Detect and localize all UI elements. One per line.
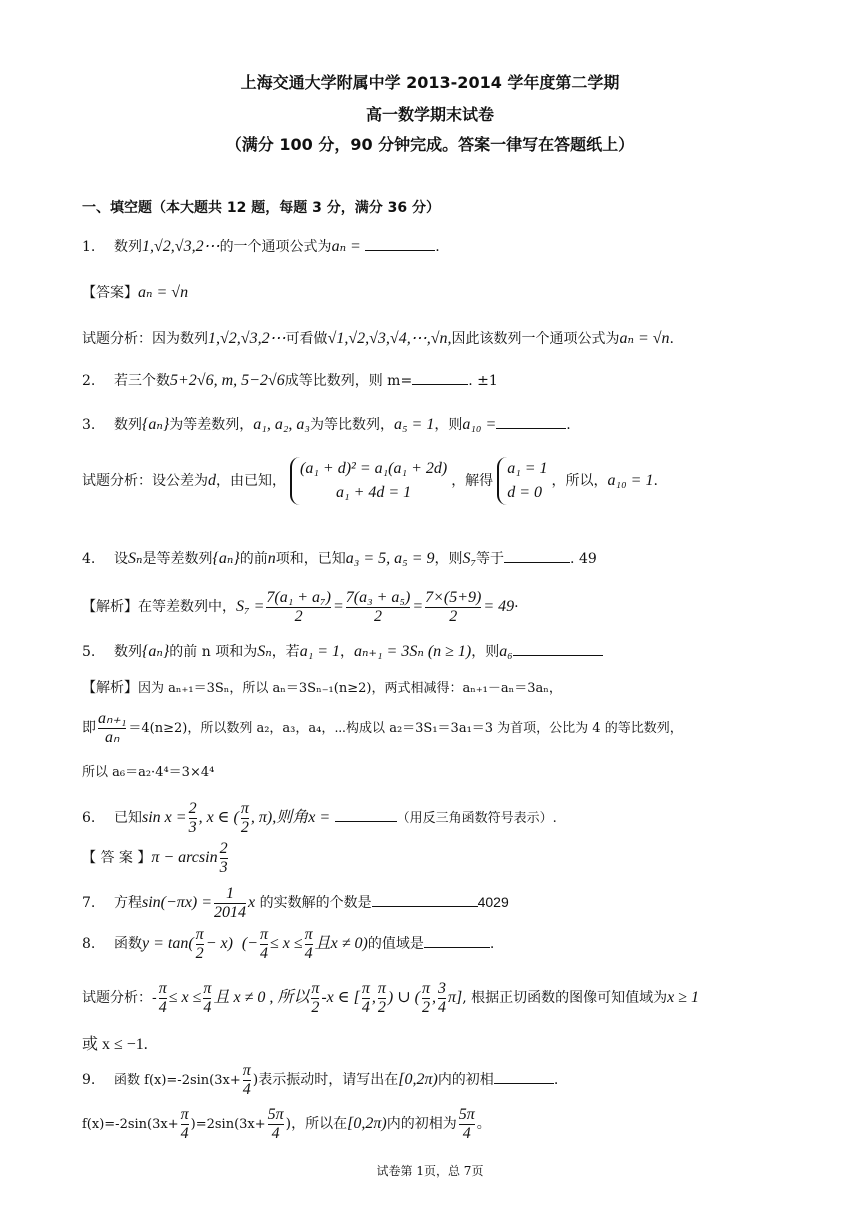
text: f(x)=-2sin(3x+ [82, 1117, 179, 1132]
fraction: $\frac{\pi}{4}$ [158, 979, 167, 1016]
math: a₁, a₂, a₃ [253, 416, 310, 433]
text: 数列 [114, 644, 142, 660]
text: 若三个数 [114, 373, 170, 389]
math: a₅ = 1 [393, 416, 435, 433]
fraction: $\frac{\pi}{4}$ [304, 925, 313, 962]
math: sin(−πx) = [142, 894, 213, 911]
analysis-8-line2 [82, 1034, 820, 1056]
math: {aₙ} [212, 550, 240, 567]
text: )表示振动时，请写出在 [252, 1072, 399, 1088]
exam-title: 上海交通大学附属中学 2013-2014 学年度第二学期 [240, 73, 620, 92]
equation-system [290, 457, 447, 505]
text: . [669, 331, 674, 347]
analysis-label: 【解析】 [82, 680, 138, 696]
question-number: 8. [82, 936, 96, 952]
fraction: $\frac{5\pi}{4}$ [267, 1105, 284, 1142]
math: = [412, 598, 424, 615]
math: , [371, 989, 376, 1006]
answer-blank [372, 892, 478, 907]
text: . [468, 373, 473, 389]
question-3 [82, 414, 820, 436]
question-number: 5. [82, 644, 96, 660]
math: -x ∈ [ [321, 989, 360, 1006]
text: 已知 [114, 810, 142, 826]
text: 数列 [114, 239, 142, 255]
exam-instructions: （满分 100 分，90 分钟完成。答案一律写在答题纸上） [225, 135, 635, 154]
math: − x) [205, 935, 233, 952]
fraction: $\frac{\pi}{4}$ [180, 1105, 189, 1142]
section-heading: 一、填空题（本大题共 12 题，每题 3 分，满分 36 分） [82, 200, 440, 216]
math: d [208, 472, 216, 489]
text: 试题分析：因为数列 [82, 331, 208, 347]
equation: a₁ + 4d = 1 [336, 484, 412, 501]
math: 且 x ≠ 0 , 所以 [213, 989, 310, 1006]
text: · [514, 599, 519, 615]
text: 内的初相 [437, 1072, 494, 1088]
math: a₁₀ = [462, 416, 497, 433]
text: 试题分析：设公差为 [82, 473, 208, 489]
equation: d = 0 [507, 484, 542, 501]
text: . [553, 1072, 559, 1088]
fraction: $\frac{1}{2014}$ [214, 884, 247, 921]
text: 可看做 [285, 331, 328, 347]
text: 的实数解的个数是 [259, 895, 372, 911]
text: . [489, 936, 495, 952]
text: 的值域是 [367, 936, 424, 952]
math: π] [447, 989, 463, 1006]
question-4 [82, 548, 820, 570]
math: y = tan( [142, 935, 194, 952]
text: 在等差数列中， [138, 599, 236, 615]
math: a₁ = 1 [299, 643, 341, 660]
answer-blank [412, 370, 468, 385]
text: 内的初相为 [386, 1116, 457, 1132]
math: a₃ = 5, a₅ = 9 [345, 550, 435, 567]
fraction: $\frac{2}{3}$ [188, 799, 197, 836]
math: 或 x ≤ −1. [82, 1036, 148, 1053]
question-1 [82, 236, 820, 258]
math: Sₙ [257, 643, 272, 660]
equation: (a₁ + d)² = a₁(a₁ + 2d) [300, 460, 448, 477]
math: aₙ = √n [619, 330, 670, 347]
answer-label: 【 答 案 】 [82, 850, 152, 866]
answer-text: 49 [578, 551, 597, 567]
math: S₇ = [236, 598, 265, 615]
math: π − arcsin [151, 849, 218, 866]
question-6 [82, 796, 820, 841]
fraction: $\frac{3}{4}$ [437, 979, 446, 1016]
analysis-label: 【解析】 [82, 599, 138, 615]
math: Sₙ [128, 550, 143, 567]
math: sin x = [142, 809, 187, 826]
question-2 [82, 370, 820, 392]
analysis-1 [82, 328, 820, 350]
math: = [332, 598, 344, 615]
fraction: $\frac{\pi}{2}$ [421, 979, 430, 1016]
math: aₙ₊₁ = 3Sₙ (n ≥ 1) [354, 643, 472, 660]
answer-blank [496, 414, 566, 429]
answer-blank [504, 548, 570, 563]
math: 1,√2,√3,2⋯ [208, 330, 286, 347]
text: 的前 n 项和为 [169, 644, 258, 660]
question-number: 1. [82, 239, 96, 255]
math: , π),则角x = [250, 809, 331, 826]
text: , 根据正切函数的图像可知值域为 [462, 990, 668, 1006]
solution-system [497, 457, 547, 505]
question-8 [82, 922, 820, 966]
math: √1,√2,√3,√4,⋯,√n, [327, 330, 452, 347]
fraction: $\frac{\pi}{4}$ [203, 979, 212, 1016]
math: ) ∪ ( [387, 989, 420, 1006]
answer-blank [424, 933, 490, 948]
text: ，解得 [451, 473, 494, 489]
question-number: 9. [82, 1072, 96, 1088]
text: . [653, 473, 658, 489]
math: , x ∈ ( [198, 809, 239, 826]
text: 函数 [114, 936, 142, 952]
text: 等于 [476, 551, 505, 567]
fraction: $\frac{\text{aₙ₊₁}}{\text{aₙ}}$ [98, 710, 127, 746]
answer-1 [82, 282, 820, 304]
fraction: $\frac{\pi}{2}$ [240, 799, 249, 836]
exam-subtitle: 高一数学期末试卷 [365, 105, 494, 124]
math: {aₙ} [142, 643, 170, 660]
text: ，则 [434, 417, 463, 433]
text: 即 [82, 720, 96, 736]
text: 因此该数列一个通项公式为 [451, 331, 620, 347]
answer-6 [82, 836, 820, 880]
page-footer: 试卷第 1页，总 7页 [376, 1164, 484, 1178]
math: [0,2π) [347, 1115, 387, 1132]
text: ，则 [471, 644, 500, 660]
math: {aₙ} [142, 416, 170, 433]
fraction: $\frac{7\times(5+9)}{2}$ [425, 588, 482, 625]
fraction: $\frac{\pi}{2}$ [377, 979, 386, 1016]
math: = 49 [483, 598, 515, 615]
text: 试题分析：- [82, 990, 157, 1006]
math: x [248, 894, 256, 911]
fraction: $\frac{\pi}{2}$ [195, 925, 204, 962]
text: ，则 [434, 551, 463, 567]
fraction: $\frac{\pi}{4}$ [242, 1061, 251, 1098]
text: 。 [476, 1116, 491, 1132]
question-number: 4. [82, 551, 96, 567]
analysis-5-line3: 所以 a₆＝a₂·4⁴＝3×4⁴ [82, 765, 215, 780]
text: （用反三角函数符号表示）. [396, 811, 557, 826]
text: 的前 [239, 551, 268, 567]
math: aₙ = [331, 238, 361, 255]
text: . [570, 551, 575, 567]
math: 1,√2,√3,2⋯ [142, 238, 220, 255]
text: 成等比数列，则 m= [284, 373, 413, 389]
question-number: 7. [82, 895, 96, 911]
text: ＝4(n≥2)，所以数列 a₂，a₃，a₄，⋯构成以 a₂＝3S₁＝3a₁＝3 为首项，公比为 4 的等比数列， [128, 721, 683, 736]
text: )=2sin(3x+ [190, 1117, 266, 1132]
analysis-5-line2 [82, 706, 820, 751]
text: 是等差数列 [142, 551, 213, 567]
fraction: $\frac{5\pi}{4}$ [458, 1105, 475, 1142]
fraction: $\frac{2}{3}$ [219, 839, 228, 876]
answer-blank [494, 1069, 554, 1084]
analysis-4 [82, 586, 820, 628]
answer-blank [513, 641, 603, 656]
text: ，若 [271, 644, 300, 660]
fraction: $\frac{\pi}{4}$ [259, 925, 268, 962]
analysis-8 [82, 976, 820, 1020]
text: ， [340, 644, 355, 660]
text: 函数 f(x)=-2sin(3x+ [114, 1073, 241, 1088]
text: 为等比数列， [309, 417, 394, 433]
math: ≤ x ≤ [168, 989, 202, 1006]
analysis-3 [82, 455, 820, 507]
text: 项和，已知 [275, 551, 346, 567]
question-number: 2. [82, 373, 96, 389]
answer-text: ±1 [477, 373, 498, 389]
math: 5+2√6, m, 5−2√6 [170, 372, 285, 389]
math: S₇ [462, 550, 477, 567]
math: n [267, 550, 276, 567]
text: 为等差数列， [169, 417, 254, 433]
question-number: 3. [82, 417, 96, 433]
math: aₙ = √n [138, 284, 189, 301]
math: x ≥ 1 [667, 989, 699, 1006]
text: . [566, 417, 571, 433]
math: (− [241, 935, 258, 952]
analysis-9 [82, 1102, 820, 1147]
math: a₁₀ = 1 [607, 472, 654, 489]
fraction: $\frac{\pi}{2}$ [311, 979, 320, 1016]
fraction: $\frac{\text{7(a₁ + a₇)}}{2}$ [266, 588, 331, 625]
text: 因为 aₙ₊₁＝3Sₙ，所以 aₙ＝3Sₙ₋₁(n≥2)，两式相减得：aₙ₊₁－aₙ＝3aₙ， [138, 681, 562, 696]
question-7 [82, 880, 820, 925]
answer-text: 4029 [477, 894, 509, 910]
text: . [435, 239, 440, 255]
text: 数列 [114, 417, 142, 433]
answer-label: 【答案】 [82, 285, 138, 301]
text: )，所以在 [285, 1116, 348, 1132]
answer-blank [335, 807, 397, 822]
text: ，由已知， [216, 473, 286, 489]
question-9 [82, 1058, 820, 1103]
fraction: $\frac{\pi}{4}$ [361, 979, 370, 1016]
text: 方程 [114, 895, 142, 911]
text: ，所以， [551, 473, 608, 489]
math: [0,2π) [398, 1071, 438, 1088]
math: ≤ x ≤ [269, 935, 303, 952]
question-5 [82, 641, 820, 663]
answer-blank [365, 236, 435, 251]
math: a₆ [499, 643, 513, 660]
math: , [431, 989, 436, 1006]
math: 且x ≠ 0) [314, 935, 368, 952]
text: 设 [114, 551, 128, 567]
text: 的一个通项公式为 [219, 239, 332, 255]
analysis-5-line1 [82, 677, 820, 700]
question-number: 6. [82, 810, 96, 826]
fraction: $\frac{\text{7(a₃ + a₅)}}{2}$ [345, 588, 411, 625]
equation: a₁ = 1 [507, 460, 548, 477]
